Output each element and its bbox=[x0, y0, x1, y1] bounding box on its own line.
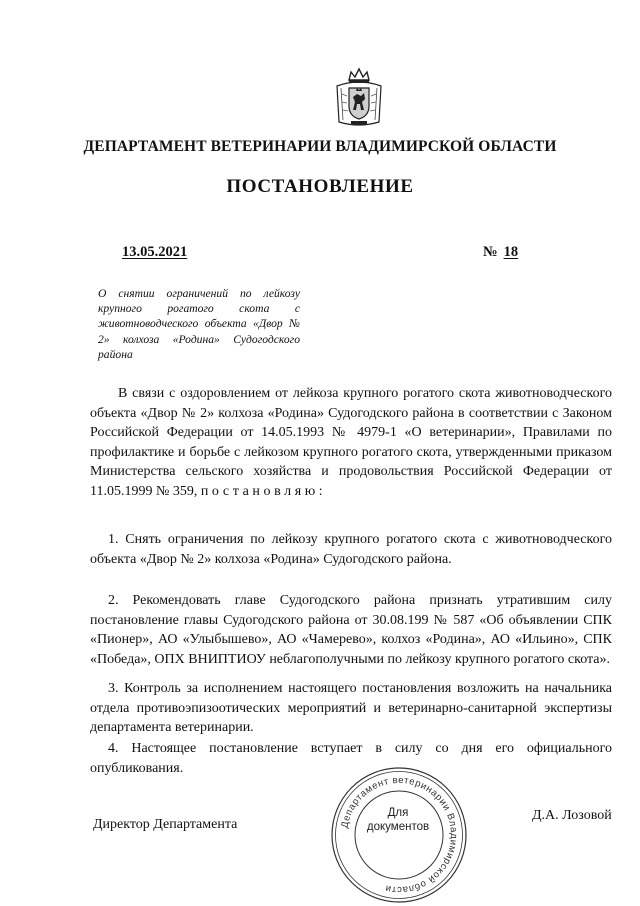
decree-item-4: 4. Настоящее постановление вступает в силу со дня его официального опубликования. bbox=[90, 741, 612, 776]
decree-item-3: 3. Контроль за исполнением настоящего постановления возложить на начальника отдела противоэпизоотических мероприятий и ветеринарно-санитарной экспертизы департамента ветеринарии. bbox=[90, 681, 612, 735]
document-date: 13.05.2021 bbox=[122, 244, 188, 260]
department-title: ДЕПАРТАМЕНТ ВЕТЕРИНАРИИ ВЛАДИМИРСКОЙ ОБЛАСТИ bbox=[83, 138, 557, 155]
signer-name: Д.А. Лозовой bbox=[532, 808, 612, 823]
decree-item-2: 2. Рекомендовать главе Судогодского района признать утратившим силу постановление главы Судогодского района от 30.08.199 № 587 «Об объявлении СПК «Пионер», АО «Улыбышево», АО «Чамерево», колхоз «Родина», АО «Ильино», СПК «Победа», ОПХ ВНИПТИОУ неблагополучными по лейкозу крупного рогатого скота». bbox=[90, 593, 612, 667]
document-type-heading: ПОСТАНОВЛЕНИЕ bbox=[226, 176, 414, 197]
number-label: № bbox=[483, 244, 498, 260]
document-subject: О снятии ограничений по лейкозу крупного рогатого скота с животноводческого объекта «Двор № 2» колхоза «Родина» Судогодского района bbox=[98, 287, 300, 361]
svg-text:Департамент ветеринарии Владим bbox=[339, 775, 459, 895]
number-value: 18 bbox=[503, 244, 519, 260]
stamp-ring-text: Департамент ветеринарии Владимирской области bbox=[339, 774, 460, 896]
stamp-line-1: Для bbox=[387, 807, 409, 819]
preamble-text: В связи с оздоровлением от лейкоза крупного рогатого скота животноводческого объекта «Двор № 2» колхоза «Родина» Судогодского района в соответствии с Законом Российской Федерации от 14.05.1993 № 4979-1 «О ветеринарии», Правилами по профилактике и борьбе с лейкозом крупного рогатого скота, утвержденными приказом Министерства сельского хозяйства и продовольствия Российской Федерации от 11.05.1999 № 359, bbox=[90, 386, 612, 499]
official-stamp bbox=[328, 764, 470, 906]
coat-of-arms-emblem bbox=[333, 66, 385, 128]
stamp-line-2: документов bbox=[366, 821, 430, 833]
signer-position: Директор Департамента bbox=[93, 817, 238, 832]
decree-word: постановляю: bbox=[200, 483, 327, 499]
decree-item-1: 1. Снять ограничения по лейкозу крупного рогатого скота с животноводческого объекта «Двор № 2» колхоза «Родина» Судогодского района. bbox=[90, 532, 612, 567]
stamp-center-text bbox=[343, 806, 453, 834]
document-number bbox=[483, 244, 518, 261]
preamble-paragraph bbox=[90, 384, 612, 501]
